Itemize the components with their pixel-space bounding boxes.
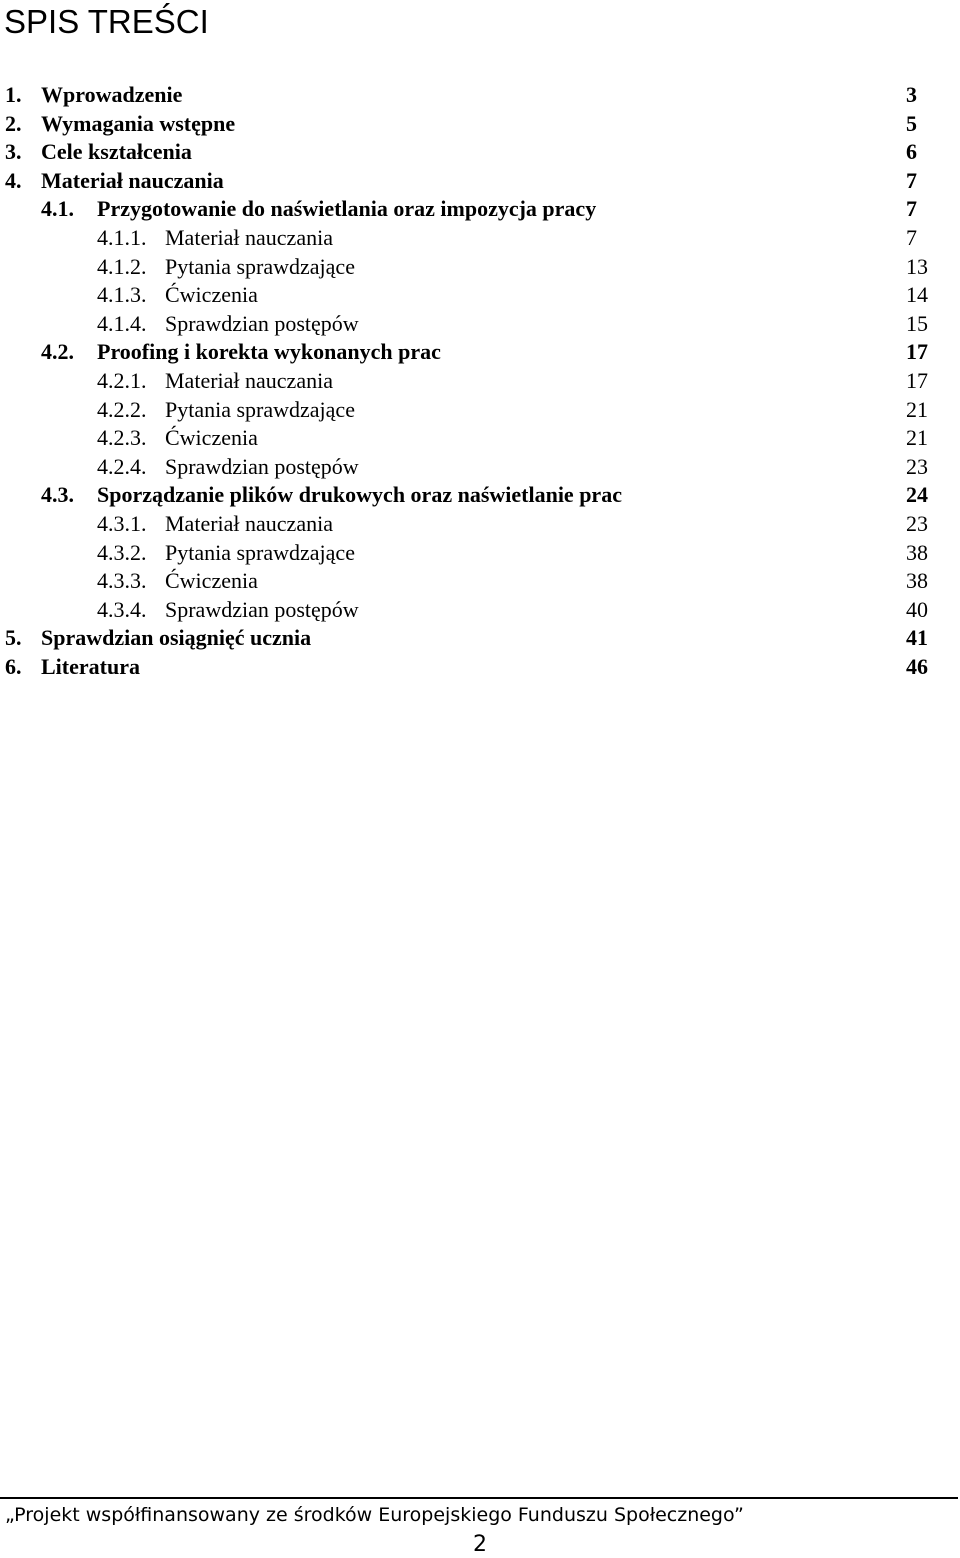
toc-entry (0, 396, 960, 425)
toc-entry-page: 17 (906, 367, 928, 393)
toc-entry-label: Sprawdzian postępów (165, 596, 359, 622)
toc-entry-page: 21 (906, 396, 928, 422)
toc-entry (0, 424, 960, 453)
toc-entry (0, 253, 960, 282)
toc-entry-number: 4. (5, 167, 22, 193)
toc-entry-label: Sprawdzian osiągnięć ucznia (41, 625, 312, 651)
toc-entry-page: 13 (906, 253, 928, 279)
toc-entry-page: 3 (906, 82, 917, 107)
toc-entry-page: 38 (906, 568, 928, 594)
toc-entry (0, 453, 960, 482)
toc-entry-page: 7 (906, 196, 917, 222)
toc-entry (0, 195, 960, 224)
toc-entry (0, 567, 960, 596)
toc-entry-page: 24 (906, 482, 928, 508)
toc-entry-number: 4.1. (41, 196, 74, 222)
toc-entry (0, 367, 960, 396)
toc-entry-label: Literatura (41, 653, 140, 679)
toc-entry-number: 1. (5, 82, 22, 107)
toc-entry-number: 4.2. (41, 339, 74, 365)
toc-entry (0, 167, 960, 196)
toc-entry-label: Sprawdzian postępów (165, 310, 359, 336)
toc-entry-number: 4.2.1. (97, 367, 147, 393)
toc-entry (0, 81, 960, 110)
toc-entry-number: 4.1.1. (97, 224, 147, 250)
table-of-contents (0, 81, 960, 681)
toc-entry-label: Ćwiczenia (165, 568, 258, 594)
toc-entry-label: Proofing i korekta wykonanych prac (97, 339, 441, 365)
toc-entry-label: Materiał nauczania (165, 224, 333, 250)
toc-entry-label: Pytania sprawdzające (165, 253, 355, 279)
toc-entry (0, 510, 960, 539)
toc-entry-label: Pytania sprawdzające (165, 539, 355, 565)
toc-entry-label: Pytania sprawdzające (165, 396, 355, 422)
toc-entry-page: 23 (906, 453, 928, 479)
toc-entry (0, 653, 960, 682)
toc-entry-number: 4.2.2. (97, 396, 147, 422)
toc-entry-label: Ćwiczenia (165, 282, 258, 308)
toc-entry-label: Wymagania wstępne (41, 110, 236, 136)
toc-entry (0, 281, 960, 310)
toc-entry-number: 4.3.1. (97, 510, 147, 536)
toc-entry-label: Sprawdzian postępów (165, 453, 359, 479)
toc-entry (0, 310, 960, 339)
toc-entry-page: 7 (906, 167, 917, 193)
toc-entry-page: 14 (906, 282, 928, 308)
toc-entry-number: 4.1.4. (97, 310, 147, 336)
toc-entry-number: 4.2.3. (97, 425, 147, 451)
toc-entry (0, 224, 960, 253)
toc-entry-label: Cele kształcenia (41, 139, 192, 165)
toc-entry (0, 624, 960, 653)
page-title: SPIS TREŚCI (4, 3, 209, 40)
toc-entry-number: 4.3.2. (97, 539, 147, 565)
toc-entry (0, 596, 960, 625)
footer-divider (0, 1497, 958, 1499)
toc-entry-page: 40 (906, 596, 928, 622)
toc-entry-number: 2. (5, 110, 22, 136)
toc-entry-page: 7 (906, 224, 917, 250)
toc-entry-page: 23 (906, 510, 928, 536)
toc-entry (0, 539, 960, 568)
toc-entry (0, 110, 960, 139)
toc-entry-label: Wprowadzenie (41, 82, 183, 107)
toc-entry-number: 4.3.4. (97, 596, 147, 622)
toc-entry-label: Ćwiczenia (165, 425, 258, 451)
toc-entry-label: Materiał nauczania (41, 167, 224, 193)
toc-entry-number: 3. (5, 139, 22, 165)
toc-entry-page: 5 (906, 110, 917, 136)
toc-entry-number: 4.1.3. (97, 282, 147, 308)
toc-entry-number: 4.2.4. (97, 453, 147, 479)
toc-entry-label: Materiał nauczania (165, 367, 333, 393)
toc-entry (0, 338, 960, 367)
toc-entry-number: 4.1.2. (97, 253, 147, 279)
toc-entry-number: 6. (5, 653, 22, 679)
toc-entry-label: Przygotowanie do naświetlania oraz impozycja pracy (97, 196, 597, 222)
toc-entry-page: 15 (906, 310, 928, 336)
toc-entry-number: 4.3.3. (97, 568, 147, 594)
toc-entry-page: 17 (906, 339, 928, 365)
footer-text: „Projekt współfinansowany ze środków Europejskiego Funduszu Społecznego” (5, 1504, 744, 1526)
toc-entry-page: 21 (906, 425, 928, 451)
toc-entry-label: Sporządzanie plików drukowych oraz naświetlanie prac (97, 482, 622, 508)
toc-entry-page: 6 (906, 139, 917, 165)
toc-entry (0, 138, 960, 167)
toc-entry-page: 38 (906, 539, 928, 565)
toc-entry (0, 481, 960, 510)
toc-entry-page: 41 (906, 625, 928, 651)
toc-entry-number: 5. (5, 625, 22, 651)
toc-entry-page: 46 (906, 653, 928, 679)
toc-entry-number: 4.3. (41, 482, 74, 508)
toc-entry-label: Materiał nauczania (165, 510, 333, 536)
page-number: 2 (473, 1532, 487, 1557)
